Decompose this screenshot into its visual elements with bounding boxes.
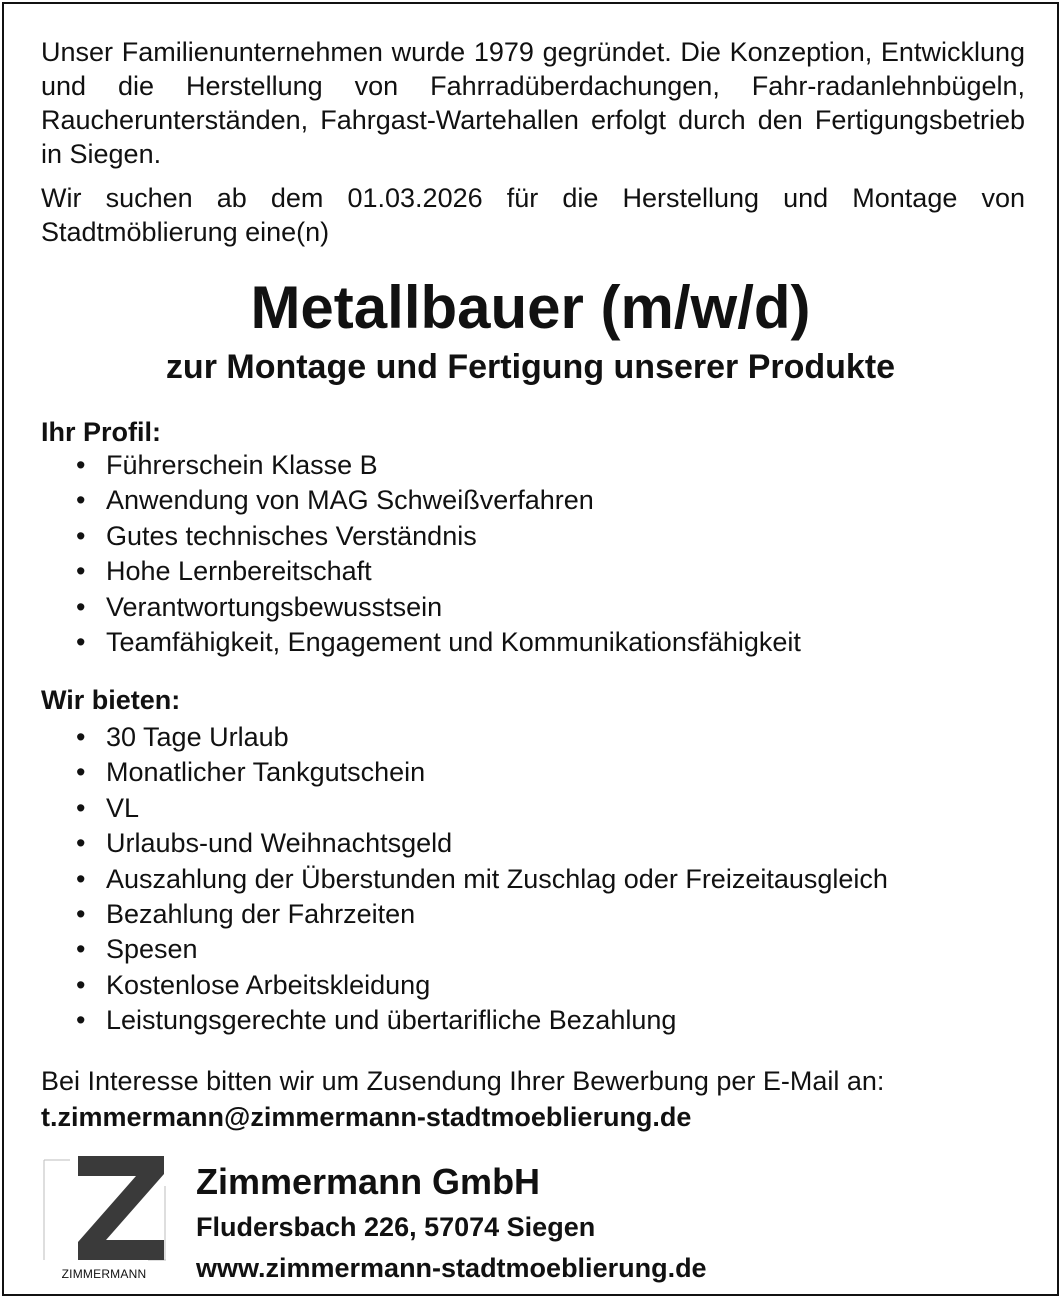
list-item: • Anwendung von MAG Schweißverfahren — [76, 483, 801, 518]
bullet-icon: • — [76, 626, 86, 657]
list-item: • Hohe Lernbereitschaft — [76, 554, 801, 589]
list-item: • Spesen — [76, 932, 888, 967]
profile-heading: Ihr Profil: — [41, 417, 161, 447]
bullet-icon: • — [76, 969, 86, 1000]
profile-list — [76, 448, 801, 660]
contact-email-link[interactable]: t.zimmermann@zimmermann-stadtmoeblierung.de — [41, 1102, 692, 1132]
bullet-icon: • — [76, 792, 86, 823]
company-address: Fludersbach 226, 57074 Siegen — [196, 1212, 596, 1242]
list-item: • Leistungsgerechte und übertarifliche Bezahlung — [76, 1003, 888, 1038]
list-item: • Bezahlung der Fahrzeiten — [76, 897, 888, 932]
list-item: • Teamfähigkeit, Engagement und Kommunikationsfähigkeit — [76, 625, 801, 660]
bullet-icon: • — [76, 828, 86, 859]
job-advertisement — [2, 2, 1059, 1296]
list-item: • Kostenlose Arbeitskleidung — [76, 968, 888, 1003]
bullet-icon: • — [76, 591, 86, 622]
bullet-icon: • — [76, 898, 86, 929]
list-item: • Verantwortungsbewusstsein — [76, 590, 801, 625]
benefits-heading: Wir bieten: — [41, 685, 181, 715]
list-item: • VL — [76, 791, 888, 826]
list-item: • Auszahlung der Überstunden mit Zuschlag oder Freizeitausgleich — [76, 862, 888, 897]
list-item: • Urlaubs-und Weihnachtsgeld — [76, 826, 888, 861]
z-logo-icon — [42, 1156, 166, 1266]
bullet-icon: • — [76, 485, 86, 516]
bullet-icon: • — [76, 722, 86, 752]
bullet-icon: • — [76, 863, 86, 894]
bullet-icon: • — [76, 757, 86, 788]
list-item: • Gutes technisches Verständnis — [76, 519, 801, 554]
bullet-icon: • — [76, 450, 86, 480]
application-instructions: Bei Interesse bitten wir um Zusendung Ihrer Bewerbung per E-Mail an: — [41, 1066, 885, 1096]
list-item: • Monatlicher Tankgutschein — [76, 755, 888, 790]
benefits-list — [76, 720, 888, 1039]
list-item: • Führerschein Klasse B — [76, 448, 801, 483]
job-title: Metallbauer (m/w/d) — [250, 274, 811, 341]
intro-paragraph-company: Unser Familienunternehmen wurde 1979 gegründet. Die Konzeption, Entwicklung und die Herstellung von Fahrradüberdachungen, Fahr-radanlehnbügeln, Raucherunterständen, Fahrgast-Wartehallen erfolgt durch den Fertigungsbetrieb in Siegen. — [41, 37, 1025, 169]
company-name: Zimmermann GmbH — [196, 1161, 541, 1202]
job-subtitle: zur Montage und Fertigung unserer Produkte — [165, 348, 896, 386]
list-item: • 30 Tage Urlaub — [76, 720, 888, 755]
bullet-icon: • — [76, 520, 86, 551]
intro-paragraph-search: Wir suchen ab dem 01.03.2026 für die Herstellung und Montage von Stadtmöblierung eine(n) — [41, 183, 1025, 247]
bullet-icon: • — [76, 556, 86, 587]
bullet-icon: • — [76, 1005, 86, 1036]
company-website-link[interactable]: www.zimmermann-stadtmoeblierung.de — [196, 1253, 707, 1283]
logo-wordmark: ZIMMERMANN — [61, 1267, 147, 1281]
bullet-icon: • — [76, 934, 86, 965]
company-logo — [42, 1156, 166, 1284]
